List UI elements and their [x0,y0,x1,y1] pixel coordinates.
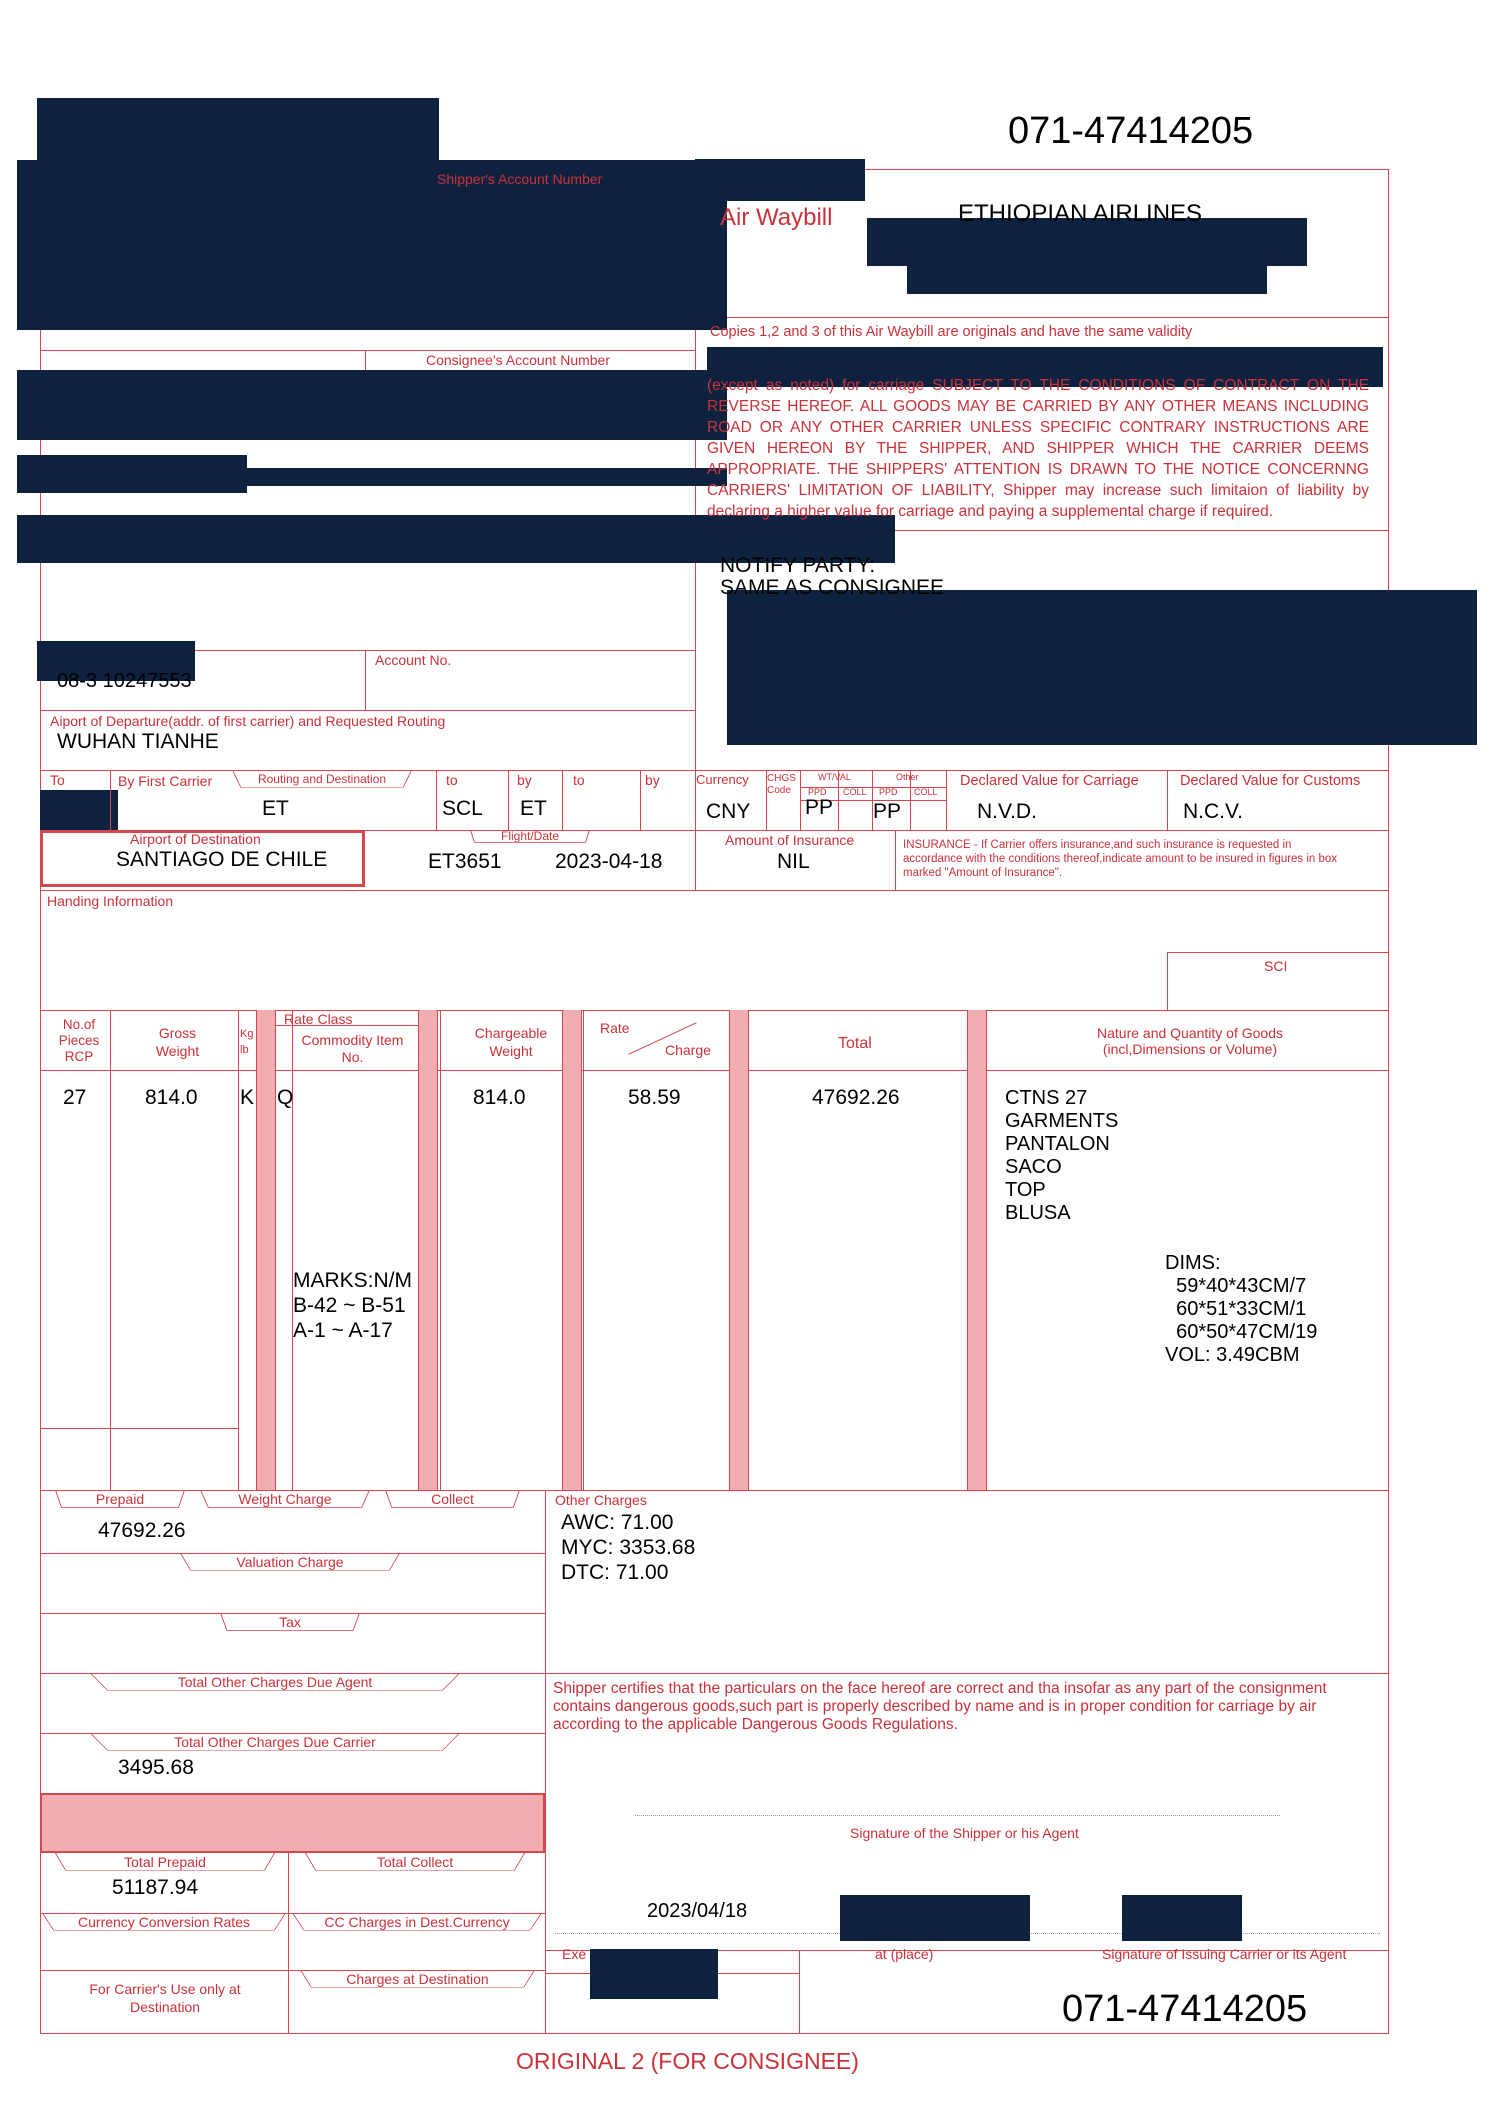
original-label: ORIGINAL 2 (FOR CONSIGNEE) [516,2048,859,2074]
redacted-block [840,1895,1030,1941]
coll-label-1: COLL [843,787,867,797]
total-label: Total [838,1035,872,1052]
total-value: 47692.26 [812,1086,900,1109]
currency-conversion-tab: Currency Conversion Rates [42,1913,286,1933]
wt-val-value: PP [805,796,834,819]
goods-dims: DIMS: 59*40*43CM/7 60*51*33CM/1 60*50*47CM/19 VOL: 3.49CBM [1165,1252,1318,1366]
routing-destination-tab: Routing and Destination [232,770,412,790]
agent-iata-code: 08-3 10247553 [57,670,192,692]
redacted-block [17,468,727,486]
notify-party [720,555,944,599]
to3-label: to [573,772,585,788]
other-value: PP [873,800,902,823]
pink-column [256,1010,276,1490]
at-place-label: at (place) [875,1946,934,1962]
highlight-band [40,1793,545,1853]
ppd-label-2: PPD [879,787,898,797]
by3-label: by [645,772,660,788]
by-first-carrier-label: By First Carrier [118,773,213,789]
redacted-block [1122,1895,1242,1941]
wt-val-label: WT/VAL [818,772,851,782]
pink-column [562,1010,582,1490]
notify-line2: SAME AS CONSIGNEE [720,576,945,599]
charges-destination-tab: Charges at Destination [300,1970,535,1990]
certify-text: Shipper certifies that the particulars on the face hereof are correct and tha insofar as any part of the consignment contains dangerous goods,such part is properly described by name and is in proper condition for carriage by air according to the applicable Dangerous Goods Regulations. [553,1680,1327,1733]
to-label: To [50,772,65,788]
goods-description: CTNS 27 GARMENTS PANTALON SACO TOP BLUSA [1005,1087,1119,1224]
chgs-code-label: CHGS Code [767,773,796,796]
tax-tab: Tax [220,1613,360,1633]
signature-carrier-label: Signature of Issuing Carrier or its Agent [1102,1946,1347,1962]
total-prepaid-tab: Total Prepaid [55,1853,275,1873]
airport-destination-label: Airport of Destination [130,831,261,847]
collect-tab: Collect [385,1490,520,1510]
amount-insurance-label: Amount of Insurance [725,832,855,848]
copies-note: Copies 1,2 and 3 of this Air Waybill are originals and have the same validity [710,324,1193,340]
executed-on-label: Exe [562,1946,587,1962]
redacted-block [37,98,439,164]
signature-shipper-label: Signature of the Shipper or his Agent [850,1825,1079,1841]
redacted-block [17,370,727,440]
kg-lb-label: Kg lb [240,1028,254,1056]
to2-label: to [446,772,458,788]
departure-airport: WUHAN TIANHE [57,730,219,753]
prepaid-tab: Prepaid [55,1490,185,1510]
gross-weight-value: 814.0 [145,1086,198,1109]
other-charges-list: AWC: 71.00 MYC: 3353.68 DTC: 71.00 [561,1511,696,1584]
redacted-block [17,160,727,330]
total-collect-tab: Total Collect [305,1853,525,1873]
account-no-label: Account No. [375,652,452,668]
pink-column [729,1010,749,1490]
redacted-block [40,790,118,832]
consignee-account-label: Consignee's Account Number [426,352,610,368]
commodity-label: Commodity Item No. [301,1032,404,1065]
declared-carriage-value: N.V.D. [977,800,1037,823]
declared-carriage-label: Declared Value for Carriage [960,773,1139,789]
notify-line1: NOTIFY PARTY: [720,554,876,577]
pink-column [418,1010,438,1490]
awb-title: Air Waybill [720,204,833,231]
by-value: ET [520,797,547,820]
sci-label: SCI [1264,958,1288,974]
executed-date: 2023/04/18 [647,1900,748,1922]
carrier-name: ETHIOPIAN AIRLINES [958,200,1203,227]
pink-column [967,1010,987,1490]
shipper-signature-line [635,1815,1280,1816]
chargeable-weight-label: Chargeable Weight [474,1025,548,1059]
flight-number: ET3651 [428,850,502,873]
coll-label-2: COLL [914,787,938,797]
pieces-value: 27 [63,1086,87,1109]
other-charges-label: Other Charges [555,1492,647,1508]
chargeable-weight-value: 814.0 [473,1086,526,1109]
total-other-agent-tab: Total Other Charges Due Agent [90,1673,460,1693]
no-pieces-label: No.of Pieces RCP [58,1017,100,1064]
valuation-charge-tab: Valuation Charge [180,1553,400,1573]
declared-customs-value: N.C.V. [1183,800,1243,823]
weight-charge-prepaid: 47692.26 [98,1519,186,1542]
rate-class-label: Rate Class [284,1011,353,1027]
insurance-amount: NIL [777,850,810,873]
flight-date: 2023-04-18 [555,850,663,873]
airport-departure-label: Aiport of Departure(addr. of first carrier) and Requested Routing [50,713,446,729]
nature-goods-label: Nature and Quantity of Goods (incl,Dimensions or Volume) [1097,1025,1283,1057]
total-other-carrier-value: 3495.68 [118,1756,194,1779]
flight-date-tab: Flight/Date [470,830,590,844]
awb-number-bottom: 071-47414205 [1062,1988,1308,2030]
total-prepaid-value: 51187.94 [112,1876,199,1899]
conditions-text: (except as noted) for carriage SUBJECT TO THE CONDITIONS OF CONTRACT ON THE REVERSE HEREOF. ALL GOODS MAY BE CARRIED BY ANY OTHER MEANS INCLUDING ROAD OR ANY OTHER CARRIER UNLESS SPECIFIC CONTRARY INSTRUCTIONS ARE GIVEN HEREON BY THE SHIPPER, AND SHIPPER WHICH THE CARRIER DEEMS APPROPRIATE. THE SHIPPERS' ATTENTION IS DRAWN TO THE NOTICE CONCERNNG CARRIERS' LIMITATION OF LIABILITY, Shipper may increase such limitaion of liability by declaring a higher value for carriage and paying a supplemental charge if required. [707,377,1369,520]
by2-label: by [517,772,532,788]
awb-number-top: 071-47414205 [1008,110,1254,152]
redacted-block [590,1949,718,1999]
rate-class-value: Q [277,1086,294,1109]
marks: MARKS:N/M B-42 ~ B-51 A-1 ~ A-17 [293,1269,413,1342]
charge-label: Charge [665,1042,711,1058]
redacted-block [907,260,1267,294]
kg-value: K [240,1086,255,1109]
rate-label: Rate [600,1020,630,1036]
currency-label: Currency [696,772,749,787]
rate-value: 58.59 [628,1086,681,1109]
redacted-block [727,590,1477,745]
gross-weight-label: Gross Weight [155,1025,200,1059]
carriers-use-label: For Carrier's Use only at Destination [89,1981,241,2015]
redacted-block [695,159,865,201]
other-label: Other [896,772,919,782]
shipper-account-label: Shipper's Account Number [437,171,603,187]
to-value: SCL [442,797,483,820]
ppd-label-1: PPD [808,787,827,797]
by-first-carrier-value: ET [262,797,289,820]
currency-value: CNY [706,800,751,823]
insurance-note: INSURANCE - If Carrier offers insurance,and such insurance is requested in accordance with the conditions thereof,indicate amount to be insured in figures in box marked "Amount of Insurance". [903,839,1338,879]
destination-airport: SANTIAGO DE CHILE [116,848,328,871]
handling-info-label: Handing Information [47,893,174,909]
cc-charges-tab: CC Charges in Dest.Currency [292,1913,542,1933]
total-other-carrier-tab: Total Other Charges Due Carrier [90,1733,460,1753]
weight-charge-tab: Weight Charge [200,1490,370,1510]
declared-customs-label: Declared Value for Customs [1180,773,1361,789]
